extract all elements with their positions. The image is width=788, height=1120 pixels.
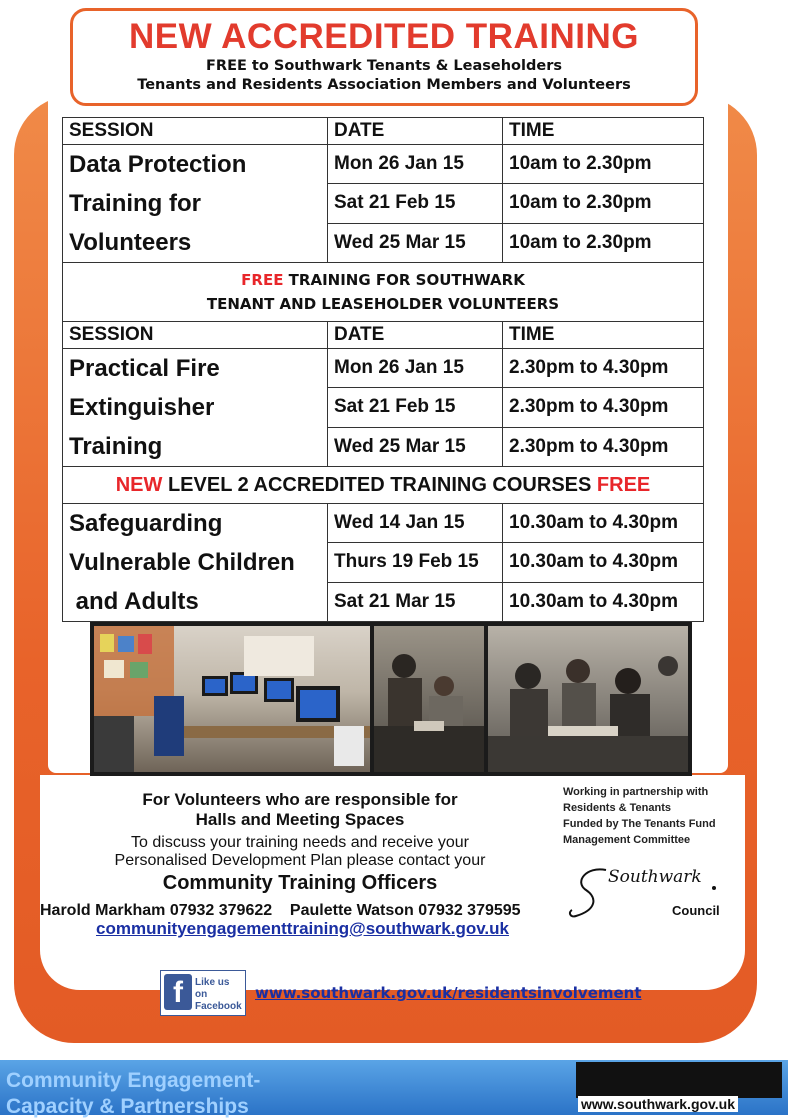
signature-text: Southwark [608,867,702,887]
session-line: Safeguarding [69,510,223,537]
date-cell: Wed 14 Jan 15 [328,504,503,543]
partner-line-3: Funded by The Tenants Fund [563,818,716,830]
new-label: NEW [115,473,163,496]
session-data-protection [63,145,328,263]
date-cell: Wed 25 Mar 15 [328,223,503,262]
email-link[interactable]: communityengagementtraining@southwark.gov.uk [96,919,509,938]
col-date: DATE [328,118,503,145]
discuss-text [40,834,560,870]
partner-line-2: Residents & Tenants [563,802,671,814]
time-cell: 10.30am to 4.30pm [503,504,704,543]
date-cell: Sat 21 Feb 15 [328,388,503,427]
time-cell: 2.30pm to 4.30pm [503,349,704,388]
facebook-icon: f [164,974,192,1010]
facebook-badge[interactable] [160,970,246,1016]
discuss-line-1: To discuss your training needs and receive your [131,834,469,851]
time-cell: 10am to 2.30pm [503,184,704,223]
volunteers-heading [40,790,560,830]
session-line: Training [69,433,163,460]
time-cell: 10.30am to 4.30pm [503,582,704,621]
free-label: FREE [241,271,284,289]
header-line-1: FREE to Southwark Tenants & Leaseholders [206,58,562,74]
session-line: Data Protection [69,151,247,178]
officer-contacts: Harold Markham 07932 379622 Paulette Watson 07932 379595 [40,902,521,919]
officers-heading: Community Training Officers [162,872,438,894]
training-table [62,117,704,622]
table-row [63,349,704,388]
time-cell: 2.30pm to 4.30pm [503,427,704,466]
footer-line-2: Capacity & Partnerships [6,1095,249,1118]
volunteers-line-1: For Volunteers who are responsible for [142,790,458,809]
level2-banner [63,467,704,504]
session-fire-extinguisher [63,349,328,467]
photo-workshop [488,626,688,772]
table-row [63,145,704,184]
facebook-text: Like us on Facebook [195,977,242,1012]
session-line: Extinguisher [69,394,215,421]
table-row [63,504,704,543]
col-time: TIME [503,322,704,349]
date-cell: Sat 21 Feb 15 [328,184,503,223]
banner-text: TRAINING FOR SOUTHWARK [283,271,525,289]
table-header-row [63,322,704,349]
photo-strip [90,622,692,776]
date-cell: Mon 26 Jan 15 [328,145,503,184]
session-line: and Adults [69,588,199,615]
partner-line-1: Working in partnership with [563,786,709,798]
banner-text-2: TENANT AND LEASEHOLDER VOLUNTEERS [206,295,560,313]
header-line-2: Tenants and Residents Association Members and Volunteers [137,77,631,93]
session-safeguarding [63,504,328,622]
date-cell: Thurs 19 Feb 15 [328,543,503,582]
partner-line-4: Management Committee [563,834,691,846]
photo-computer-room [94,626,370,772]
time-cell: 10am to 2.30pm [503,223,704,262]
footer-black-block [576,1062,782,1098]
partnership-note [563,784,743,848]
col-session: SESSION [63,118,328,145]
table-header-row [63,118,704,145]
footer-line-1: Community Engagement- [6,1069,261,1092]
header-box [70,8,698,106]
photo-training-group [374,626,484,772]
time-cell: 10am to 2.30pm [503,145,704,184]
residents-involvement-link[interactable]: www.southwark.gov.uk/residentsinvolvement [255,984,642,1002]
date-cell: Wed 25 Mar 15 [328,427,503,466]
page-title: NEW ACCREDITED TRAINING [129,17,639,56]
col-session: SESSION [63,322,328,349]
session-line: Vulnerable Children [69,549,295,576]
date-cell: Sat 21 Mar 15 [328,582,503,621]
footer-title [6,1068,260,1120]
banner-text: LEVEL 2 ACCREDITED TRAINING COURSES [162,473,597,496]
free-training-banner [63,263,704,322]
council-label: Council [672,903,720,918]
discuss-line-2: Personalised Development Plan please contact your [114,852,486,869]
session-line: Training for [69,190,201,217]
time-cell: 2.30pm to 4.30pm [503,388,704,427]
volunteers-line-2: Halls and Meeting Spaces [195,810,405,829]
session-line: Practical Fire [69,355,220,382]
col-date: DATE [328,322,503,349]
free-label: FREE [596,473,651,496]
footer-website[interactable]: www.southwark.gov.uk [578,1096,738,1112]
date-cell: Mon 26 Jan 15 [328,349,503,388]
session-line: Volunteers [69,229,192,256]
time-cell: 10.30am to 4.30pm [503,543,704,582]
col-time: TIME [503,118,704,145]
